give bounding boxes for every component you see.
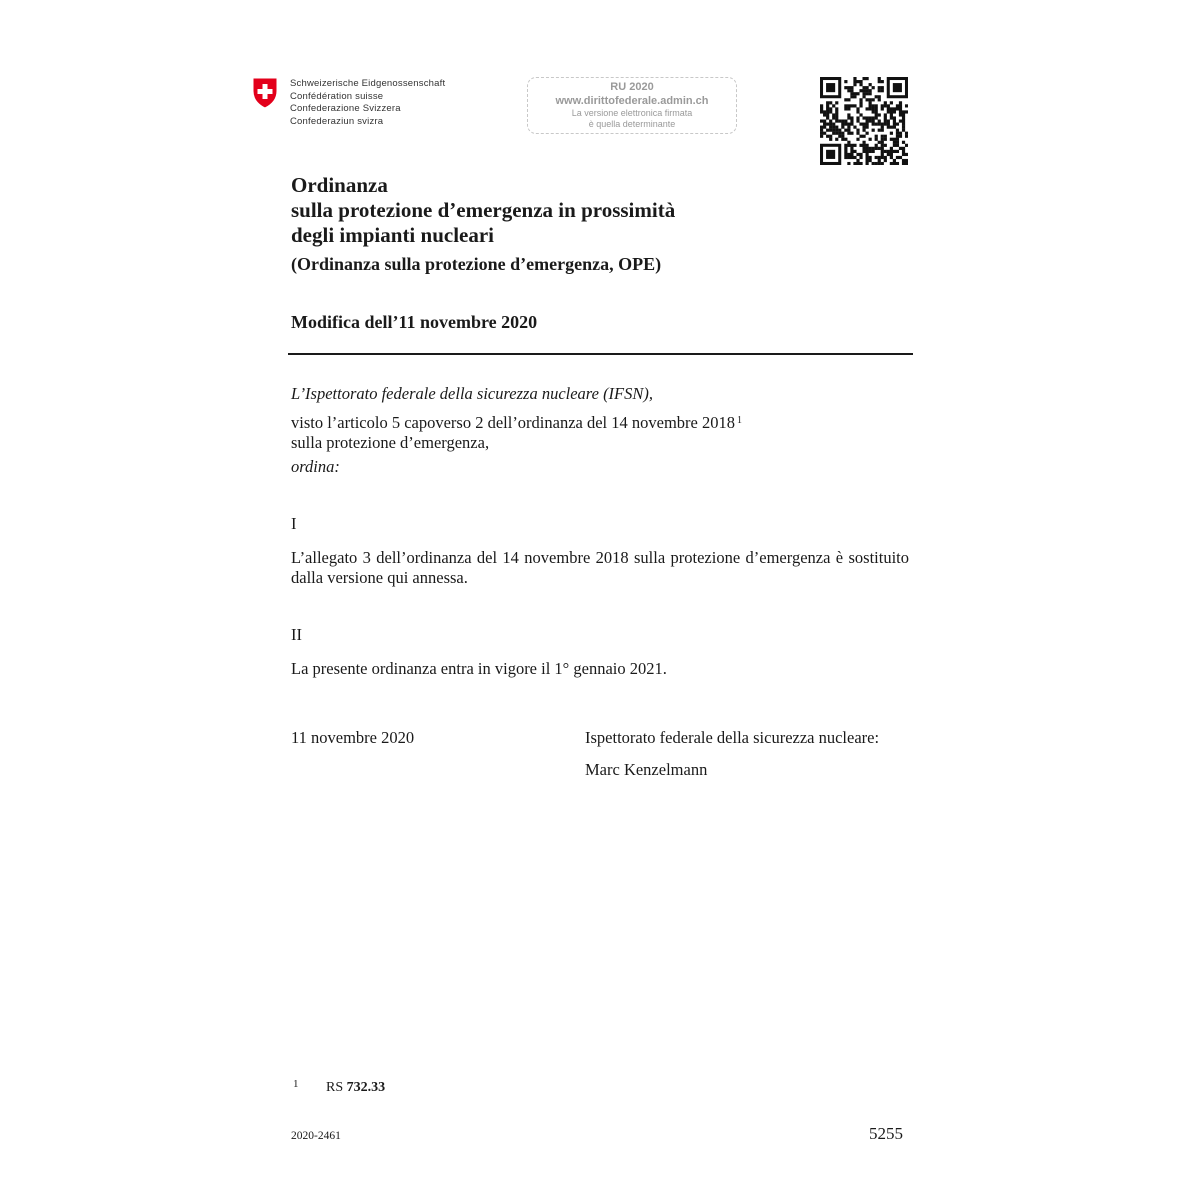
document-number: 2020-2461 [291,1130,341,1142]
preamble-basis-text: visto l’articolo 5 capoverso 2 dell’ordinanza del 14 novembre 2018 [291,413,735,432]
title-divider [288,353,913,355]
preamble-basis-line-1 [291,411,742,433]
preamble-authority: L’Ispettorato federale della sicurezza nucleare (IFSN), [291,384,654,403]
signatory-name: Marc Kenzelmann [585,760,708,779]
footnote-number: 1 [293,1078,299,1090]
qr-code-icon [820,77,908,165]
swiss-shield-icon [252,77,278,109]
document-title [291,173,675,248]
confederation-fr: Confédération suisse [290,90,384,102]
title-line-2: sulla protezione d’emergenza in prossimità [291,198,676,222]
title-line-1: Ordinanza [291,173,388,197]
footnote-text [326,1080,385,1096]
footnote-rs-number[interactable]: 732.33 [346,1080,386,1095]
stamp-collection: RU 2020 [610,81,654,93]
confederation-de: Schweizerische Eidgenossenschaft [290,78,446,89]
signature-date: 11 novembre 2020 [291,728,415,747]
preamble-basis-line-2: sulla protezione d’emergenza, [291,433,490,452]
signature-authority: Ispettorato federale della sicurezza nucleare: [585,728,880,747]
stamp-website: www.dirittofederale.admin.ch [555,95,709,107]
title-line-3: degli impianti nucleari [291,223,495,247]
confederation-rm: Confederaziun svizra [290,115,384,127]
preamble-ordains: ordina: [291,457,340,476]
stamp-note-2: è quella determinante [588,119,676,129]
short-title: (Ordinanza sulla protezione d’emergenza, OPE) [291,254,662,274]
page-number: 5255 [869,1124,903,1143]
confederation-names [290,78,445,128]
publication-stamp [527,77,737,134]
confederation-it: Confederazione Svizzera [290,103,401,114]
footnote-reference[interactable]: 1 [737,415,742,426]
modification-heading: Modifica dell’11 novembre 2020 [291,312,538,332]
section-text-1: L’allegato 3 dell’ordinanza del 14 novembre 2018 sulla protezione d’emergenza è sostituito dalla versione qui annessa. [291,548,909,587]
stamp-note-1: La versione elettronica firmata [571,108,693,118]
section-text-2: La presente ordinanza entra in vigore il 1° gennaio 2021. [291,659,667,678]
section-numeral-1: I [291,514,297,533]
footnote-prefix: RS [326,1080,344,1095]
section-numeral-2: II [291,625,302,644]
